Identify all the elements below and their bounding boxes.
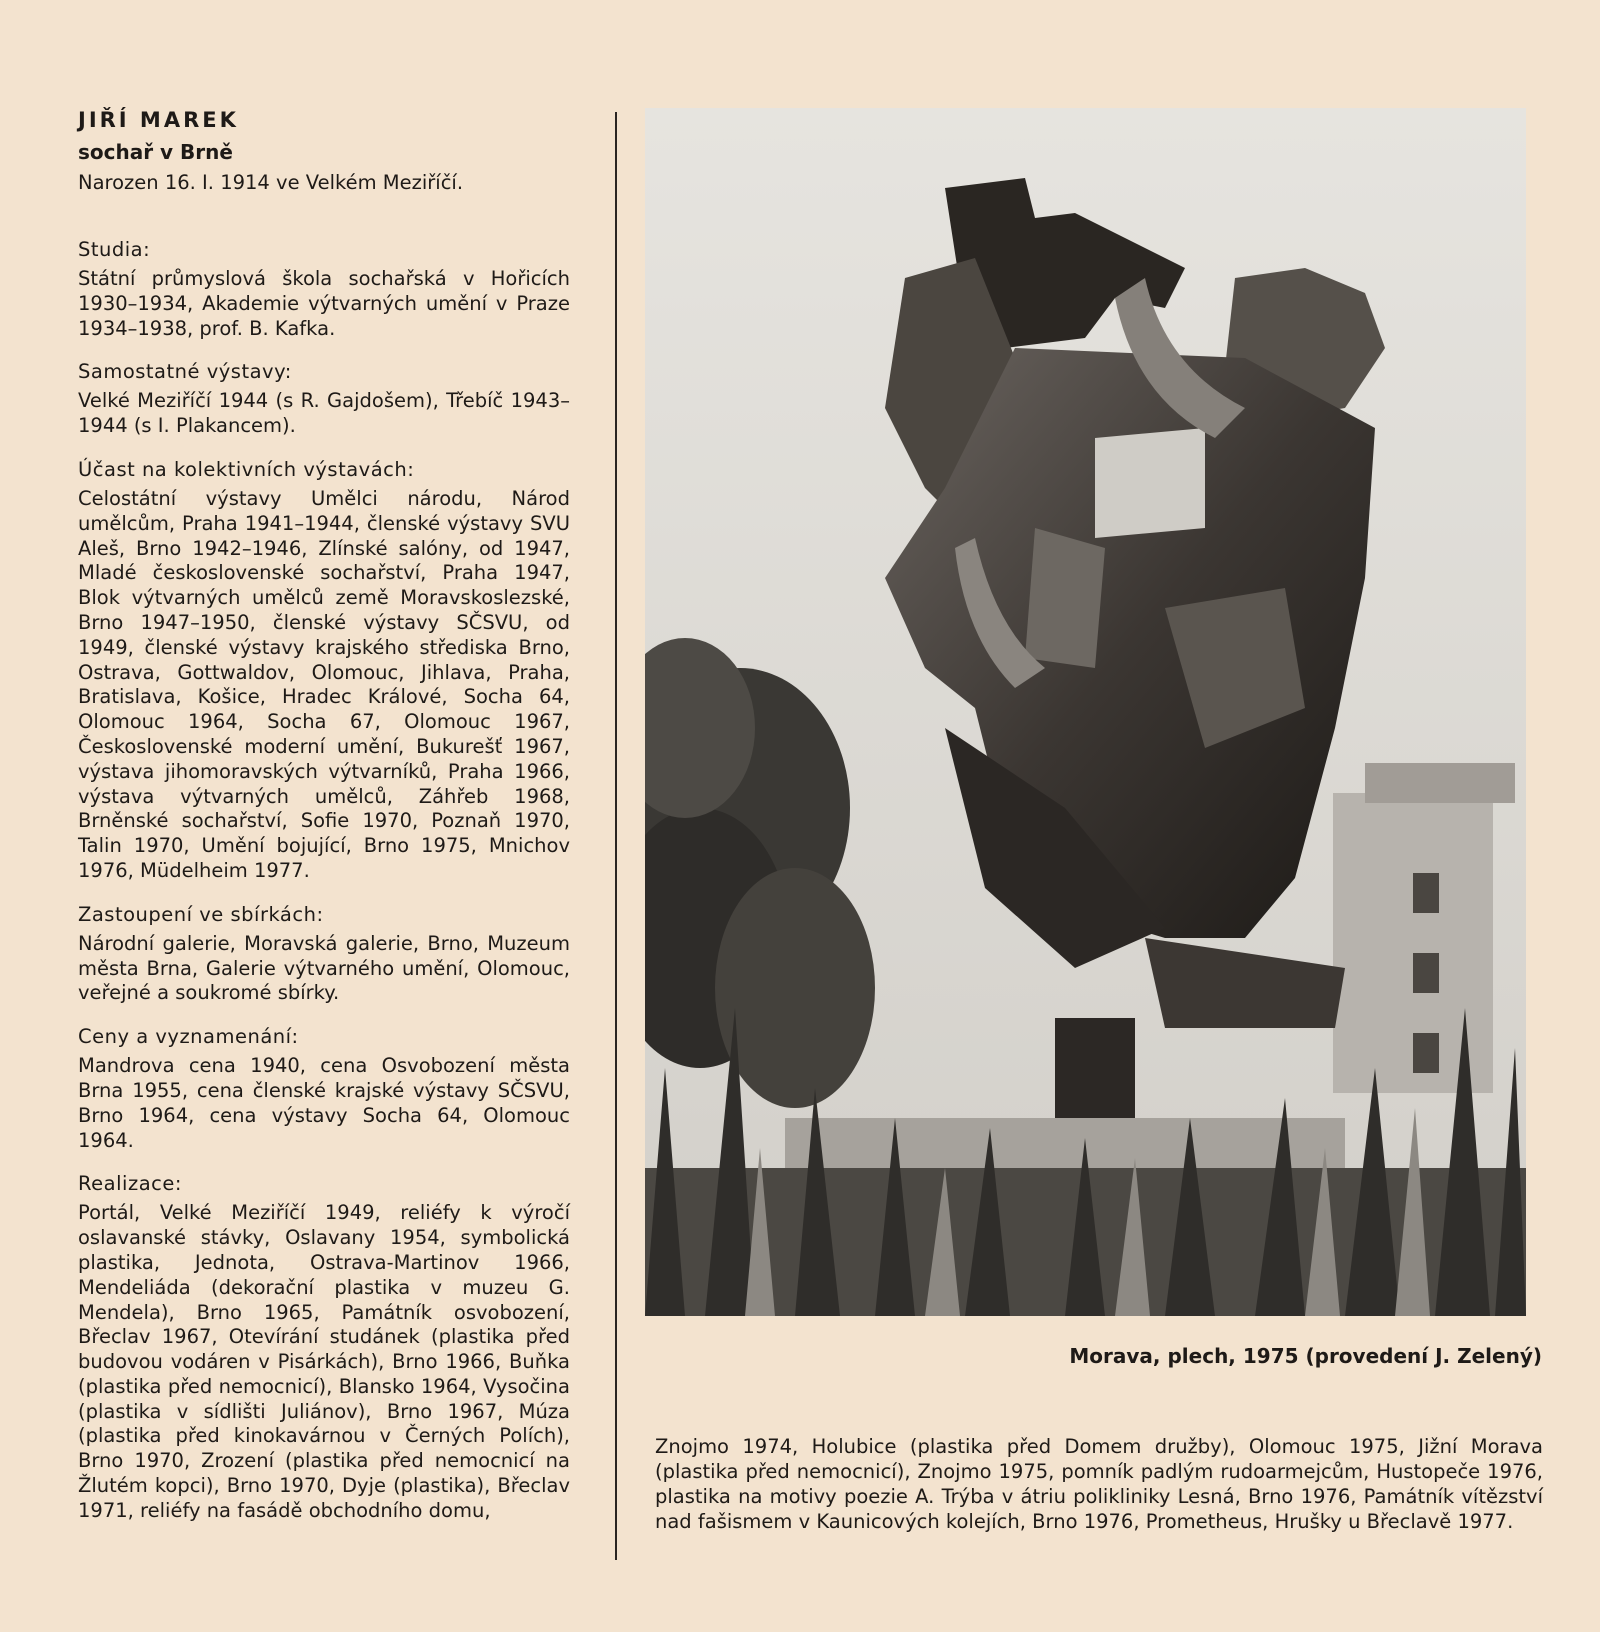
section-body-realizations: Portál, Velké Meziříčí 1949, reliéfy k výročí oslavanské stávky, Oslavany 1954, symbolická plastika, Jednota, Ostrava-Martinov 1966, Mendeliáda (dekorační plastika v muzeu G. Mendela), Brno 1965, Památník osvobození, Břeclav 1967, Otevírání studánek (plastika před budovou vodáren v Pisárkách), Brno 1966, Buňka (plastika před nemocnicí), Blansko 1964, Vysočina (plastika v sídlišti Juliánov), Brno 1967, Múza (plastika před kinokavárnou v Černých Polích), Brno 1970, Zrození (plastika před nemocnicí na Žlutém kopci), Brno 1970, Dyje (plastika), Břeclav 1971, reliéfy na fasádě obchodního domu, xyxy=(78,1201,570,1522)
biography-column xyxy=(78,108,570,1524)
section-title-studia: Studia: xyxy=(78,238,151,261)
section-body-awards: Mandrova cena 1940, cena Osvobození města Brna 1955, cena členské krajské výstavy SČSVU, Brno 1964, cena výstavy Socha 64, Olomouc 1964. xyxy=(78,1054,570,1152)
section-title-solo-exhibitions: Samostatné výstavy: xyxy=(78,360,292,384)
artist-profession: sochař v Brně xyxy=(78,140,233,164)
section-title-awards: Ceny a vyznamenání: xyxy=(78,1025,299,1049)
section-body-group-exhibitions: Celostátní výstavy Umělci národu, Národ umělcům, Praha 1941–1944, členské výstavy SVU Aleš, Brno 1942–1946, Zlínské salóny, od 1947, Mladé československé sochařství, Praha 1947, Blok výtvarných umělců země Moravskoslezské, Brno 1947–1950, členské výstavy SČSVU, od 1949, členské výstavy krajského střediska Brno, Ostrava, Gottwaldov, Olomouc, Jihlava, Praha, Bratislava, Košice, Hradec Králové, Socha 64, Olomouc 1964, Socha 67, Olomouc 1967, Československé moderní umění, Bukurešť 1967, výstava jihomoravských výtvarníků, Praha 1966, výstava výtvarných umělců, Záhřeb 1968, Brněnské sochařství, Sofie 1970, Poznaň 1970, Talin 1970, Umění bojující, Brno 1975, Mnichov 1976, Müdelheim 1977. xyxy=(78,486,570,882)
building xyxy=(1333,763,1515,1093)
section-title-group-exhibitions: Účast na kolektivních výstavách: xyxy=(78,457,415,481)
artist-name: JIŘÍ MAREK xyxy=(78,108,239,132)
column-divider xyxy=(615,112,617,1560)
section-title-collections: Zastoupení ve sbírkách: xyxy=(78,902,324,926)
section-body-studia: Státní průmyslová škola sochařská v Hořicích 1930–1934, Akademie výtvarných umění v Praze 1934–1938, prof. B. Kafka. xyxy=(78,267,570,340)
section-title-realizations: Realizace: xyxy=(78,1172,182,1196)
section-body-solo-exhibitions: Velké Meziříčí 1944 (s R. Gajdošem), Třebíč 1943–1944 (s I. Plakancem). xyxy=(78,389,570,438)
sculpture-photo xyxy=(645,108,1526,1316)
section-body-collections: Národní galerie, Moravská galerie, Brno, Muzeum města Brna, Galerie výtvarného umění, Olomouc, veřejné a soukromé sbírky. xyxy=(78,931,570,1005)
sculpture-photo-image xyxy=(645,108,1526,1316)
photo-caption: Morava, plech, 1975 (provedení J. Zelený) xyxy=(1069,1344,1542,1368)
realizations-continuation: Znojmo 1974, Holubice (plastika před Domem družby), Olomouc 1975, Jižní Morava (plastika před nemocnicí), Znojmo 1975, pomník padlým rudoarmejcům, Hustopeče 1976, plastika na motivy poezie A. Trýba v átriu polikliniky Lesná, Brno 1976, Památník vítězství nad fašismem v Kaunicových kolejích, Brno 1976, Prometheus, Hrušky u Břeclavě 1977. xyxy=(655,1435,1543,1533)
artist-birth: Narozen 16. I. 1914 ve Velkém Meziříčí. xyxy=(78,171,464,194)
